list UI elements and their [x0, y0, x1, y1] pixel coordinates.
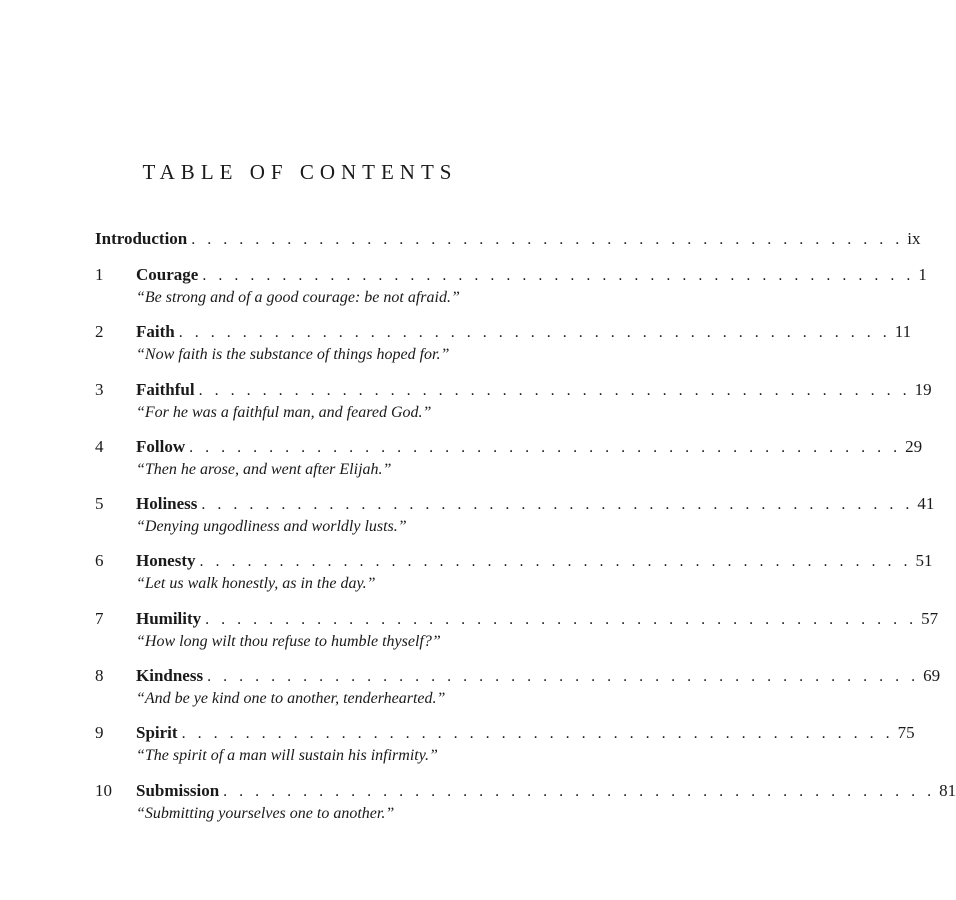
chapter-title: Courage [136, 265, 199, 284]
dot-leader: . . . . . . . . . . . . . . . . . . . . . . . . . . . . . . . . . . . . . . . . . . . . . [207, 668, 920, 686]
toc-entry[interactable] [95, 780, 956, 837]
page-number: 51 [915, 551, 933, 571]
page-number: 57 [921, 608, 939, 628]
page-number: 11 [894, 322, 912, 342]
chapter-number: 5 [95, 494, 104, 514]
dot-leader: . . . . . . . . . . . . . . . . . . . . . . . . . . . . . . . . . . . . . . . . . . . . . [199, 553, 912, 571]
dot-leader: . . . . . . . . . . . . . . . . . . . . . . . . . . . . . . . . . . . . . . . . . . . . . [191, 231, 904, 248]
chapter-title: Holiness [136, 494, 198, 514]
toc-entry[interactable] [95, 722, 915, 779]
toc-entry[interactable] [95, 321, 912, 378]
page-number: 75 [897, 723, 915, 743]
chapter-number: 6 [95, 551, 104, 571]
chapter-quote: “The spirit of a man will sustain his infirmity.” [136, 747, 438, 765]
chapter-quote: “For he was a faithful man, and feared God.” [136, 403, 432, 421]
chapter-number: 7 [95, 608, 104, 628]
chapter-title: Faith [136, 322, 175, 342]
page-number: 41 [917, 494, 935, 514]
chapter-quote: “Then he arose, and went after Elijah.” [136, 460, 392, 478]
chapter-title: Submission [136, 780, 220, 800]
page-number: 69 [923, 666, 941, 686]
page-number: 81 [939, 780, 956, 800]
toc-entry[interactable] [95, 379, 932, 436]
chapter-number: 1 [95, 265, 104, 284]
toc-entry[interactable] [95, 665, 941, 722]
dot-leader: . . . . . . . . . . . . . . . . . . . . . . . . . . . . . . . . . . . . . . . . . . . . . [223, 782, 936, 800]
chapter-title: Follow [136, 436, 186, 456]
dot-leader: . . . . . . . . . . . . . . . . . . . . . . . . . . . . . . . . . . . . . . . . . . . . . [198, 381, 911, 399]
chapter-title: Humility [136, 608, 202, 628]
chapter-title: Kindness [136, 666, 204, 686]
chapter-number: 2 [95, 322, 104, 342]
toc-entry[interactable] [95, 493, 935, 550]
chapter-quote: “Be strong and of a good courage: be not afraid.” [136, 289, 460, 306]
page-number: 29 [905, 436, 923, 456]
chapter-title: Faithful [136, 379, 195, 399]
chapter-number: 8 [95, 666, 104, 686]
chapter-quote: “Denying ungodliness and worldly lusts.” [136, 518, 407, 536]
table-of-contents [95, 228, 956, 837]
page-title: TABLE OF CONTENTS [142, 160, 458, 184]
page-number: 1 [918, 265, 927, 284]
toc-entry[interactable] [95, 608, 939, 665]
chapter-number: 4 [95, 436, 104, 456]
dot-leader: . . . . . . . . . . . . . . . . . . . . . . . . . . . . . . . . . . . . . . . . . . . . . [181, 725, 894, 743]
toc-entry[interactable] [95, 436, 923, 493]
chapter-quote: “And be ye kind one to another, tenderhearted.” [136, 690, 446, 708]
intro-title: Introduction [95, 229, 188, 248]
dot-leader: . . . . . . . . . . . . . . . . . . . . . . . . . . . . . . . . . . . . . . . . . . . . . [178, 324, 891, 342]
toc-entry[interactable] [95, 550, 933, 607]
chapter-title: Spirit [136, 723, 178, 743]
chapter-quote: “Submitting yourselves one to another.” [136, 804, 395, 822]
chapter-title: Honesty [136, 551, 196, 571]
chapter-number: 3 [95, 379, 104, 399]
dot-leader: . . . . . . . . . . . . . . . . . . . . . . . . . . . . . . . . . . . . . . . . . . . . . [189, 438, 902, 456]
intro-page-number: ix [907, 229, 921, 248]
chapter-number: 10 [95, 780, 112, 800]
dot-leader: . . . . . . . . . . . . . . . . . . . . . . . . . . . . . . . . . . . . . . . . . . . . . [202, 267, 915, 284]
dot-leader: . . . . . . . . . . . . . . . . . . . . . . . . . . . . . . . . . . . . . . . . . . . . . [201, 496, 914, 514]
toc-entry[interactable] [95, 264, 927, 321]
chapter-quote: “How long wilt thou refuse to humble thyself?” [136, 632, 441, 650]
chapter-quote: “Now faith is the substance of things hoped for.” [136, 346, 450, 364]
page-number: 19 [914, 379, 932, 399]
toc-intro-entry[interactable] [95, 228, 921, 264]
chapter-number: 9 [95, 723, 104, 743]
dot-leader: . . . . . . . . . . . . . . . . . . . . . . . . . . . . . . . . . . . . . . . . . . . . . [205, 610, 918, 628]
chapter-quote: “Let us walk honestly, as in the day.” [136, 575, 376, 593]
